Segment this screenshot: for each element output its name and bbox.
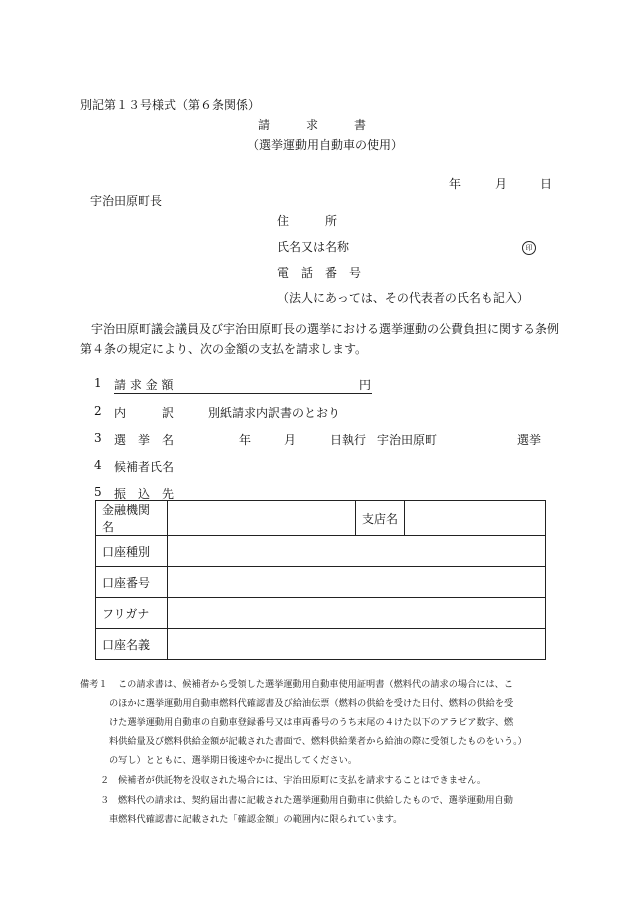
election-label: 選 挙 名 bbox=[114, 433, 175, 447]
table-row bbox=[96, 567, 546, 598]
table-row bbox=[96, 598, 546, 629]
representative-note: （法人にあっては、その代表者の氏名も記入） bbox=[277, 291, 529, 305]
election-month-label: 月 bbox=[284, 433, 297, 447]
remark-3-line-2: 車燃料代確認書に記載された「確認金額」の範囲内に限られています。 bbox=[109, 814, 403, 825]
seal-mark bbox=[522, 239, 536, 255]
account-number-label: 口座番号 bbox=[96, 567, 168, 598]
item-3-number: 3 bbox=[94, 431, 102, 445]
election-suffix: 選挙 bbox=[517, 433, 542, 447]
institution-label: 金融機関名 bbox=[96, 501, 168, 536]
item-1-number: 1 bbox=[94, 376, 102, 390]
remark-1-line-3: けた選挙運動用自動車の自動車登録番号又は車両番号のうち末尾の４けた以下のアラビア数字、燃 bbox=[109, 717, 514, 728]
remark-3-line-1: 燃料代の請求は、契約届出書に記載された選挙運動用自動車に供給したもので、選挙運動用自動 bbox=[118, 795, 513, 806]
account-type-label: 口座種別 bbox=[96, 536, 168, 567]
remark-1-line-2: のほかに選挙運動用自動車燃料代確認書及び給油伝票（燃料の供給を受けた日付、燃料の供給を受 bbox=[109, 698, 514, 709]
body-line-2: 第４条の規定により、次の金額の支払を請求します。 bbox=[80, 342, 368, 356]
remarks-label: 備考１ bbox=[80, 679, 108, 690]
amount-label: 請 求 金 額 bbox=[114, 378, 174, 392]
amount-unit: 円 bbox=[359, 378, 372, 392]
item-4-number: 4 bbox=[94, 458, 102, 472]
document-subtitle: （選挙運動用自動車の使用） bbox=[247, 138, 404, 152]
seal-glyph: 印 bbox=[522, 241, 536, 255]
branch-field[interactable] bbox=[405, 501, 546, 536]
branch-label: 支店名 bbox=[356, 501, 405, 536]
date-month-label: 月 bbox=[495, 177, 508, 191]
document-title: 請 求 書 bbox=[258, 118, 367, 132]
breakdown-label: 内 訳 bbox=[114, 406, 175, 420]
form-label: 別記第１３号様式（第６条関係） bbox=[80, 98, 261, 112]
institution-field[interactable] bbox=[168, 501, 356, 536]
election-year-label: 年 bbox=[239, 433, 252, 447]
election-town: 宇治田原町 bbox=[377, 433, 438, 447]
remark-1-line-1: この請求書は、候補者から受領した選挙運動用自動車使用証明書（燃料代の請求の場合には、こ bbox=[118, 679, 514, 690]
remark-2-text: 候補者が供託物を没収された場合には、宇治田原町に支払を請求することはできません。 bbox=[118, 775, 487, 786]
item-5-number: 5 bbox=[94, 485, 102, 499]
phone-label: 電 話 番 号 bbox=[277, 266, 362, 280]
body-line-1: 宇治田原町議会議員及び宇治田原町長の選挙における選挙運動の公費負担に関する条例 bbox=[91, 322, 560, 336]
remark-3-number: ３ bbox=[100, 795, 110, 806]
candidate-label: 候補者氏名 bbox=[114, 460, 175, 474]
furigana-label: フリガナ bbox=[96, 598, 168, 629]
bank-table bbox=[95, 500, 546, 660]
breakdown-value: 別紙請求内訳書のとおり bbox=[208, 406, 341, 420]
address-label: 住 所 bbox=[277, 214, 338, 228]
name-label: 氏名又は名称 bbox=[277, 240, 350, 254]
date-day-label: 日 bbox=[540, 177, 553, 191]
account-name-field[interactable] bbox=[168, 629, 546, 660]
date-year-label: 年 bbox=[449, 177, 462, 191]
remark-1-line-5: の写し）とともに、選挙期日後速やかに提出してください。 bbox=[109, 755, 358, 766]
election-day-label: 日執行 bbox=[330, 433, 367, 447]
item-2-number: 2 bbox=[94, 404, 102, 418]
remark-2-number: ２ bbox=[100, 775, 110, 786]
amount-line bbox=[114, 376, 372, 394]
account-name-label: 口座名義 bbox=[96, 629, 168, 660]
furigana-field[interactable] bbox=[168, 598, 546, 629]
remark-1-line-4: 料供給量及び燃料供給金額が記載された書面で、燃料供給業者から給油の際に受領したものをいう。） bbox=[109, 736, 527, 747]
transfer-label: 振 込 先 bbox=[114, 487, 175, 501]
table-row bbox=[96, 501, 546, 536]
account-number-field[interactable] bbox=[168, 567, 546, 598]
account-type-field[interactable] bbox=[168, 536, 546, 567]
table-row bbox=[96, 629, 546, 660]
addressee: 宇治田原町長 bbox=[90, 194, 163, 208]
table-row bbox=[96, 536, 546, 567]
